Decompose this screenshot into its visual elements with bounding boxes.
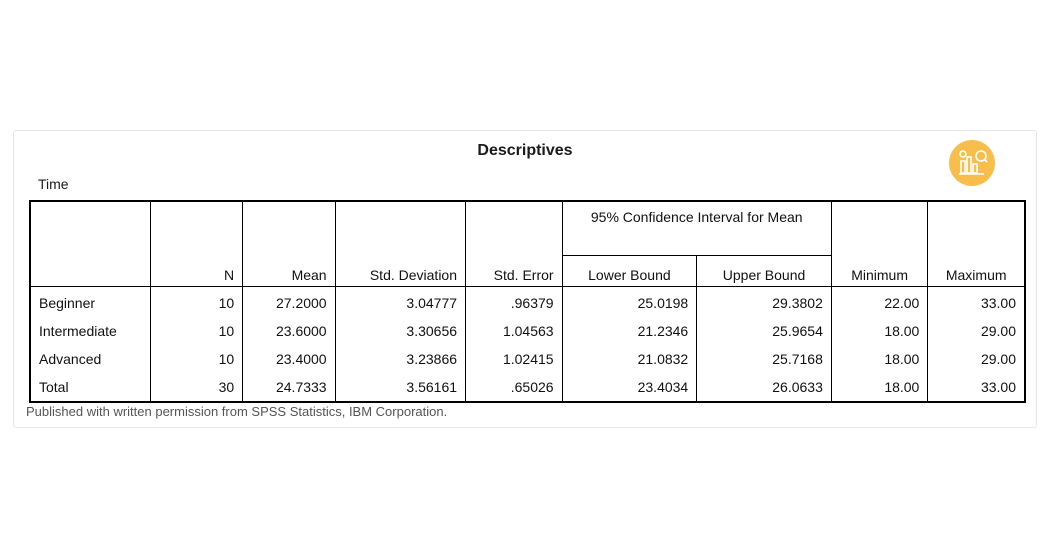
cell-n: 30 [151, 373, 243, 402]
cell-n: 10 [151, 287, 243, 318]
descriptives-output-card [13, 130, 1037, 428]
variable-label: Time [38, 176, 69, 192]
cell-std-deviation: 3.56161 [335, 373, 465, 402]
row-label: Advanced [30, 345, 151, 373]
cell-mean: 23.4000 [243, 345, 335, 373]
cell-minimum: 18.00 [831, 373, 928, 402]
analytics-logo-icon [948, 139, 996, 187]
header-minimum: Minimum [831, 201, 928, 287]
table-title: Descriptives [477, 142, 573, 159]
table-row [30, 373, 1025, 402]
cell-lower-bound: 21.2346 [562, 317, 697, 345]
cell-std-deviation: 3.23866 [335, 345, 465, 373]
cell-mean: 24.7333 [243, 373, 335, 402]
cell-n: 10 [151, 345, 243, 373]
row-label: Total [30, 373, 151, 402]
cell-std-deviation: 3.30656 [335, 317, 465, 345]
header-mean: Mean [243, 201, 335, 287]
cell-upper-bound: 29.3802 [697, 287, 832, 318]
header-blank-cell [30, 201, 151, 287]
cell-minimum: 22.00 [831, 287, 928, 318]
permission-footnote: Published with written permission from SPSS Statistics, IBM Corporation. [26, 404, 448, 419]
header-lower-bound: Lower Bound [562, 256, 697, 287]
cell-mean: 27.2000 [243, 287, 335, 318]
cell-maximum: 33.00 [928, 287, 1025, 318]
cell-lower-bound: 21.0832 [562, 345, 697, 373]
cell-std-error: .96379 [466, 287, 563, 318]
header-n: N [151, 201, 243, 287]
cell-maximum: 33.00 [928, 373, 1025, 402]
cell-mean: 23.6000 [243, 317, 335, 345]
cell-upper-bound: 25.9654 [697, 317, 832, 345]
header-std-error: Std. Error [466, 201, 563, 287]
header-upper-bound: Upper Bound [697, 256, 832, 287]
cell-maximum: 29.00 [928, 345, 1025, 373]
cell-n: 10 [151, 317, 243, 345]
table-row [30, 287, 1025, 318]
row-label: Beginner [30, 287, 151, 318]
cell-upper-bound: 25.7168 [697, 345, 832, 373]
cell-upper-bound: 26.0633 [697, 373, 832, 402]
descriptives-table [29, 200, 1026, 403]
header-ci-group-label: 95% Confidence Interval for Mean [590, 209, 803, 225]
cell-std-error: 1.04563 [466, 317, 563, 345]
cell-maximum: 29.00 [928, 317, 1025, 345]
header-maximum: Maximum [928, 201, 1025, 287]
cell-std-error: 1.02415 [466, 345, 563, 373]
cell-minimum: 18.00 [831, 317, 928, 345]
row-label: Intermediate [30, 317, 151, 345]
cell-std-error: .65026 [466, 373, 563, 402]
cell-lower-bound: 23.4034 [562, 373, 697, 402]
cell-minimum: 18.00 [831, 345, 928, 373]
table-row [30, 317, 1025, 345]
cell-std-deviation: 3.04777 [335, 287, 465, 318]
header-ci-group [562, 201, 831, 256]
header-std-deviation: Std. Deviation [335, 201, 465, 287]
cell-lower-bound: 25.0198 [562, 287, 697, 318]
table-row [30, 345, 1025, 373]
